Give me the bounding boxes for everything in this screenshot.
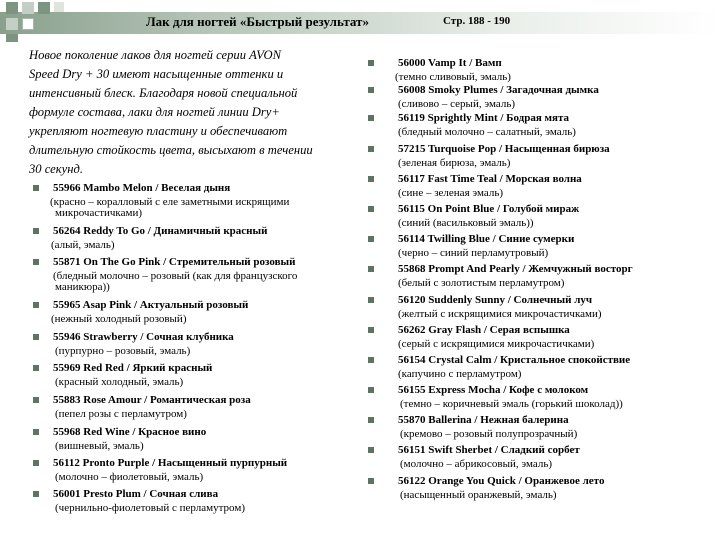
product-name: 56264 Reddy To Go / Динамичный красный	[53, 225, 268, 237]
product-name: 56151 Swift Sherbet / Сладкий сорбет	[398, 444, 580, 456]
product-description: (чернильно-фиолетовый с перламутром)	[55, 502, 245, 514]
product-description: микрочастичками)	[55, 207, 143, 219]
bullet-icon	[368, 387, 374, 393]
product-description: (черно – синий перламутровый)	[398, 247, 549, 259]
product-name: 56119 Sprightly Mint / Бодрая мята	[398, 112, 569, 124]
product-description: (желтый с искрящимися микрочастичками)	[398, 308, 602, 320]
product-name: 57215 Turquoise Pop / Насыщенная бирюза	[398, 143, 610, 155]
product-name: 55871 On The Go Pink / Стремительный розовый	[53, 256, 296, 268]
bullet-icon	[368, 266, 374, 272]
product-description: (пепел розы с перламутром)	[55, 408, 187, 420]
product-description: (бледный молочно – розовый (как для французского	[53, 270, 298, 282]
product-name: 55968 Red Wine / Красное вино	[53, 426, 207, 438]
product-name: 56122 Orange You Quick / Оранжевое лето	[398, 475, 605, 487]
product-name: 56112 Pronto Purple / Насыщенный пурпурный	[53, 457, 288, 469]
intro-line: Speed Dry + 30 имеют насыщенные оттенки и	[29, 67, 284, 81]
decor-square	[54, 2, 64, 12]
product-description: (молочно – абрикосовый, эмаль)	[400, 458, 553, 470]
product-name: 55969 Red Red / Яркий красный	[53, 362, 213, 374]
product-name: 56155 Express Mocha / Кофе с молоком	[398, 384, 589, 396]
bullet-icon	[33, 491, 39, 497]
page-title: Лак для ногтей «Быстрый результат»	[146, 14, 369, 29]
product-name: 55966 Mambo Melon / Веселая дыня	[53, 182, 231, 194]
product-name: 55946 Strawberry / Сочная клубника	[53, 331, 234, 343]
bullet-icon	[33, 429, 39, 435]
intro-line: интенсивный блеск. Благодаря новой специальной	[29, 86, 298, 100]
decor-square	[6, 34, 18, 42]
product-description: (насыщенный оранжевый, эмаль)	[400, 489, 557, 501]
bullet-icon	[368, 60, 374, 66]
product-name: 56154 Crystal Calm / Кристальное спокойствие	[398, 354, 631, 366]
bullet-icon	[368, 297, 374, 303]
product-name: 56114 Twilling Blue / Синие сумерки	[398, 233, 575, 245]
bullet-icon	[33, 228, 39, 234]
decor-square	[22, 18, 34, 30]
product-description: (синий (васильковый эмаль))	[398, 217, 534, 229]
header	[0, 0, 720, 44]
bullet-icon	[368, 327, 374, 333]
product-description: (белый с золотистым перламутром)	[398, 277, 565, 289]
bullet-icon	[368, 146, 374, 152]
product-description: (нежный холодный розовый)	[51, 313, 187, 325]
decor-square	[38, 2, 50, 14]
product-description: (красный холодный, эмаль)	[55, 376, 184, 388]
product-description: (сине – зеленая эмаль)	[398, 187, 504, 199]
product-description: (молочно – фиолетовый, эмаль)	[55, 471, 204, 483]
product-description: (пурпурно – розовый, эмаль)	[55, 345, 191, 357]
product-description: (сливово – серый, эмаль)	[398, 98, 515, 110]
product-description: (серый с искрящимися микрочастичками)	[398, 338, 595, 350]
intro-line: укрепляют ногтевую пластину и обеспечивают	[29, 124, 288, 138]
product-description: (вишневый, эмаль)	[55, 440, 144, 452]
bullet-icon	[368, 176, 374, 182]
bullet-icon	[33, 397, 39, 403]
bullet-icon	[368, 115, 374, 121]
product-name: 56001 Presto Plum / Сочная слива	[53, 488, 219, 500]
product-description: (темно – коричневый эмаль (горький шоколад))	[400, 398, 623, 410]
bullet-icon	[368, 236, 374, 242]
product-name: 55870 Ballerina / Нежная балерина	[398, 414, 569, 426]
intro-line: 30 секунд.	[29, 162, 84, 176]
bullet-icon	[33, 259, 39, 265]
bullet-icon	[368, 206, 374, 212]
product-name: 56120 Suddenly Sunny / Солнечный луч	[398, 294, 593, 306]
bullet-icon	[33, 185, 39, 191]
product-description: (красно – коралловый с еле заметными искрящими	[50, 196, 290, 208]
decor-square	[6, 18, 18, 30]
decor-square	[22, 2, 34, 14]
product-name: 55868 Prompt And Pearly / Жемчужный восторг	[398, 263, 633, 275]
bullet-icon	[368, 417, 374, 423]
bullet-icon	[368, 87, 374, 93]
product-description: (алый, эмаль)	[51, 239, 115, 251]
product-name: 55883 Rose Amour / Романтическая роза	[53, 394, 251, 406]
bullet-icon	[33, 302, 39, 308]
bullet-icon	[368, 357, 374, 363]
bullet-icon	[33, 334, 39, 340]
product-name: 55965 Asap Pink / Актуальный розовый	[53, 299, 249, 311]
intro-line: длительную стойкость цвета, высыхают в течении	[29, 143, 313, 157]
intro-line: Новое поколение лаков для ногтей серии AVON	[29, 48, 282, 62]
product-description: (капучино с перламутром)	[398, 368, 522, 380]
product-name: 56115 On Point Blue / Голубой мираж	[398, 203, 580, 215]
bullet-icon	[33, 365, 39, 371]
product-description: (бледный молочно – салатный, эмаль)	[398, 126, 576, 138]
decor-square	[6, 2, 18, 14]
product-description: (темно сливовый, эмаль)	[395, 71, 511, 83]
product-description: маникюра))	[55, 281, 110, 293]
bullet-icon	[33, 460, 39, 466]
bullet-icon	[368, 447, 374, 453]
product-name: 56008 Smoky Plumes / Загадочная дымка	[398, 84, 599, 96]
product-name: 56000 Vamp It / Вамп	[398, 57, 502, 69]
page-range: Стр. 188 - 190	[443, 15, 511, 27]
product-description: (зеленая бирюза, эмаль)	[398, 157, 511, 169]
intro-line: формуле состава, лаки для ногтей линии Dry+	[29, 105, 280, 119]
intro-text	[29, 46, 354, 179]
bullet-icon	[368, 478, 374, 484]
product-description: (кремово – розовый полупрозрачный)	[400, 428, 578, 440]
product-name: 56117 Fast Time Teal / Морская волна	[398, 173, 582, 185]
product-name: 56262 Gray Flash / Серая вспышка	[398, 324, 570, 336]
